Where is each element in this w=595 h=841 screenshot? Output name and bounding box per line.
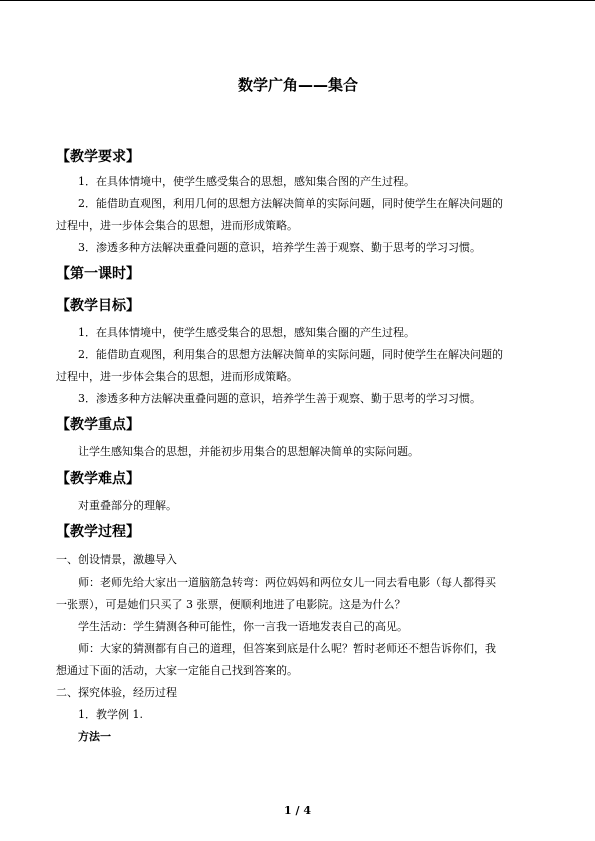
paragraph: 学生活动：学生猜测各种可能性，你一言我一语地发表自己的高见。 — [78, 620, 408, 633]
paragraph: 一张票），可是她们只买了 3 张票，便顺利地进了电影院。这是为什么？ — [56, 598, 406, 611]
paragraph: 师：老师先给大家出一道脑筋急转弯：两位妈妈和两位女儿一同去看电影（每人都得买 — [78, 576, 496, 589]
paragraph: 二、探究体验，经历过程 — [56, 686, 177, 699]
heading-goals: 【教学目标】 — [56, 298, 140, 314]
paragraph: 3．渗透多种方法解决重叠问题的意识，培养学生善于观察、勤于思考的学习习惯。 — [78, 241, 481, 254]
paragraph: 过程中，进一步体会集合的思想，进而形成策略。 — [56, 219, 298, 232]
paragraph: 1．在具体情境中，使学生感受集合的思想，感知集合圈的产生过程。 — [78, 326, 415, 339]
document-title: 数学广角——集合 — [237, 76, 358, 94]
heading-requirements: 【教学要求】 — [56, 149, 140, 165]
paragraph: 过程中，进一步体会集合的思想，进而形成策略。 — [56, 370, 298, 383]
paragraph: 想通过下面的活动，大家一定能自己找到答案的。 — [56, 664, 298, 677]
subheading-method-1: 方法一 — [78, 730, 111, 743]
heading-process: 【教学过程】 — [56, 524, 140, 540]
top-rule — [0, 0, 595, 1]
paragraph: 一、创设情景，激趣导入 — [56, 553, 177, 566]
paragraph: 对重叠部分的理解。 — [78, 499, 177, 512]
paragraph: 1．在具体情境中，使学生感受集合的思想，感知集合图的产生过程。 — [78, 175, 415, 188]
paragraph: 2．能借助直观图，利用几何的思想方法解决简单的实际问题，同时使学生在解决问题的 — [78, 197, 503, 210]
paragraph: 3．渗透多种方法解决重叠问题的意识，培养学生善于观察、勤于思考的学习习惯。 — [78, 392, 481, 405]
heading-key-points: 【教学重点】 — [56, 417, 140, 433]
heading-lesson-1: 【第一课时】 — [56, 266, 140, 282]
heading-difficulties: 【教学难点】 — [56, 471, 140, 487]
paragraph: 师：大家的猜测都有自己的道理，但答案到底是什么呢？暂时老师还不想告诉你们，我 — [78, 642, 496, 655]
paragraph: 1．教学例 1. — [78, 708, 143, 721]
page-number: 1 / 4 — [284, 804, 311, 817]
paragraph: 2．能借助直观图，利用集合的思想方法解决简单的实际问题，同时使学生在解决问题的 — [78, 348, 503, 361]
paragraph: 让学生感知集合的思想，并能初步用集合的思想解决简单的实际问题。 — [78, 445, 419, 458]
